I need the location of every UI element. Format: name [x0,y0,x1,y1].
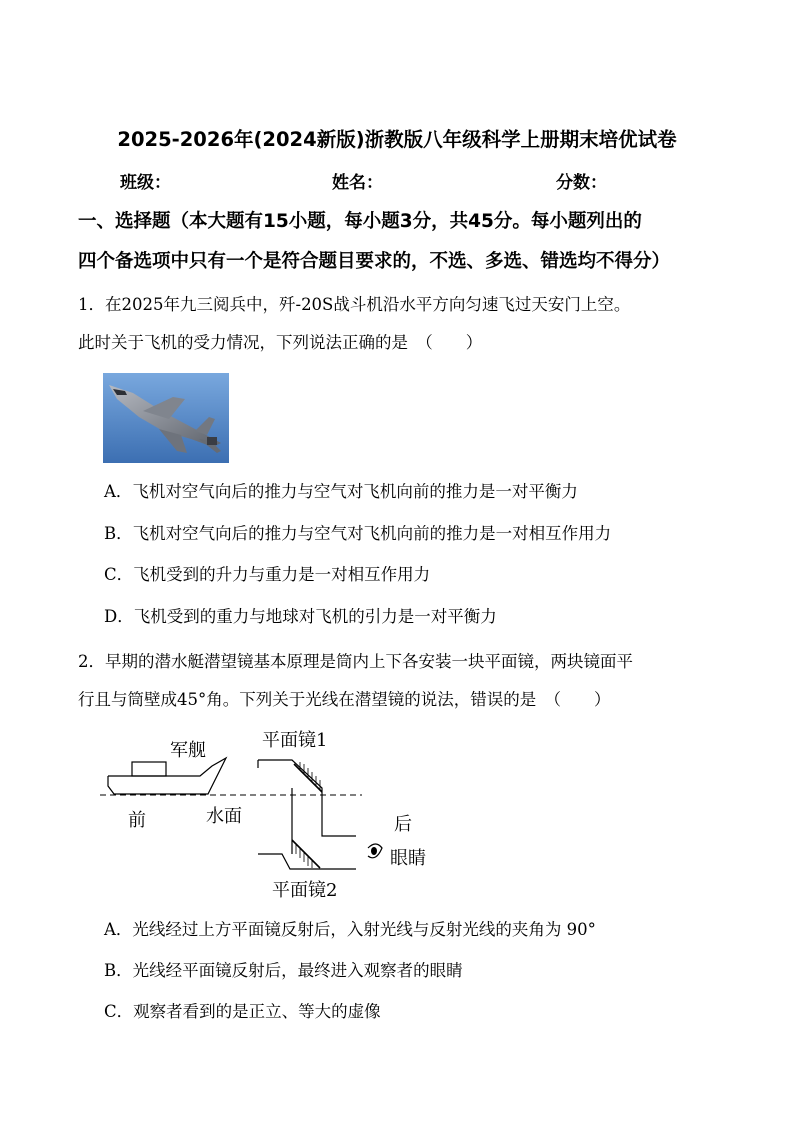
back-label: 后 [394,814,412,835]
eye-icon [368,844,382,858]
mirror-2-label: 平面镜2 [272,880,338,901]
name-label: 姓名： [332,173,383,193]
warship-drawing [108,758,226,794]
question-1-option-d[interactable]: D．飞机受到的重力与地球对飞机的引力是一对平衡力 [104,607,497,626]
exam-title: 2025-2026年(2024新版)浙教版八年级科学上册期末培优试卷 [117,128,677,151]
score-label: 分数： [556,173,607,193]
question-1-option-a[interactable]: A．飞机对空气向后的推力与空气对飞机向前的推力是一对平衡力 [104,482,578,501]
eye-label: 眼睛 [390,848,426,869]
fighter-jet-image [103,373,229,463]
section-heading-line2: 四个备选项中只有一个是符合题目要求的，不选、多选、错选均不得分） [78,251,671,272]
section-heading-line1: 一、选择题（本大题有15小题，每小题3分，共45分。每小题列出的 [78,211,642,232]
question-1-line1: 1．在2025年九三阅兵中，歼-20S战斗机沿水平方向匀速飞过天安门上空。 [78,295,631,314]
question-1-option-c[interactable]: C．飞机受到的升力与重力是一对相互作用力 [104,565,431,584]
fighter-jet-photo [103,373,229,463]
question-1-option-b[interactable]: B．飞机对空气向后的推力与空气对飞机向前的推力是一对相互作用力 [104,524,612,543]
question-2-option-a[interactable]: A．光线经过上方平面镜反射后，入射光线与反射光线的夹角为 90° [104,920,596,939]
water-surface-label: 水面 [206,806,242,827]
ship-label: 军舰 [170,740,206,761]
question-1-line2: 此时关于飞机的受力情况，下列说法正确的是 （ ） [78,333,483,352]
student-info-row [0,168,794,194]
front-label: 前 [128,810,146,831]
question-2-option-b[interactable]: B．光线经平面镜反射后，最终进入观察者的眼睛 [104,961,463,980]
mirror-2 [292,840,320,868]
question-2-line2: 行且与筒壁成45°角。下列关于光线在潜望镜的说法，错误的是 （ ） [78,690,611,709]
mirror-1-label: 平面镜1 [262,730,328,751]
class-label: 班级： [120,173,171,193]
question-2-line1: 2．早期的潜水艇潜望镜基本原理是筒内上下各安装一块平面镜，两块镜面平 [78,652,633,671]
question-2-option-c[interactable]: C．观察者看到的是正立、等大的虚像 [104,1002,381,1021]
periscope-diagram [100,724,445,904]
